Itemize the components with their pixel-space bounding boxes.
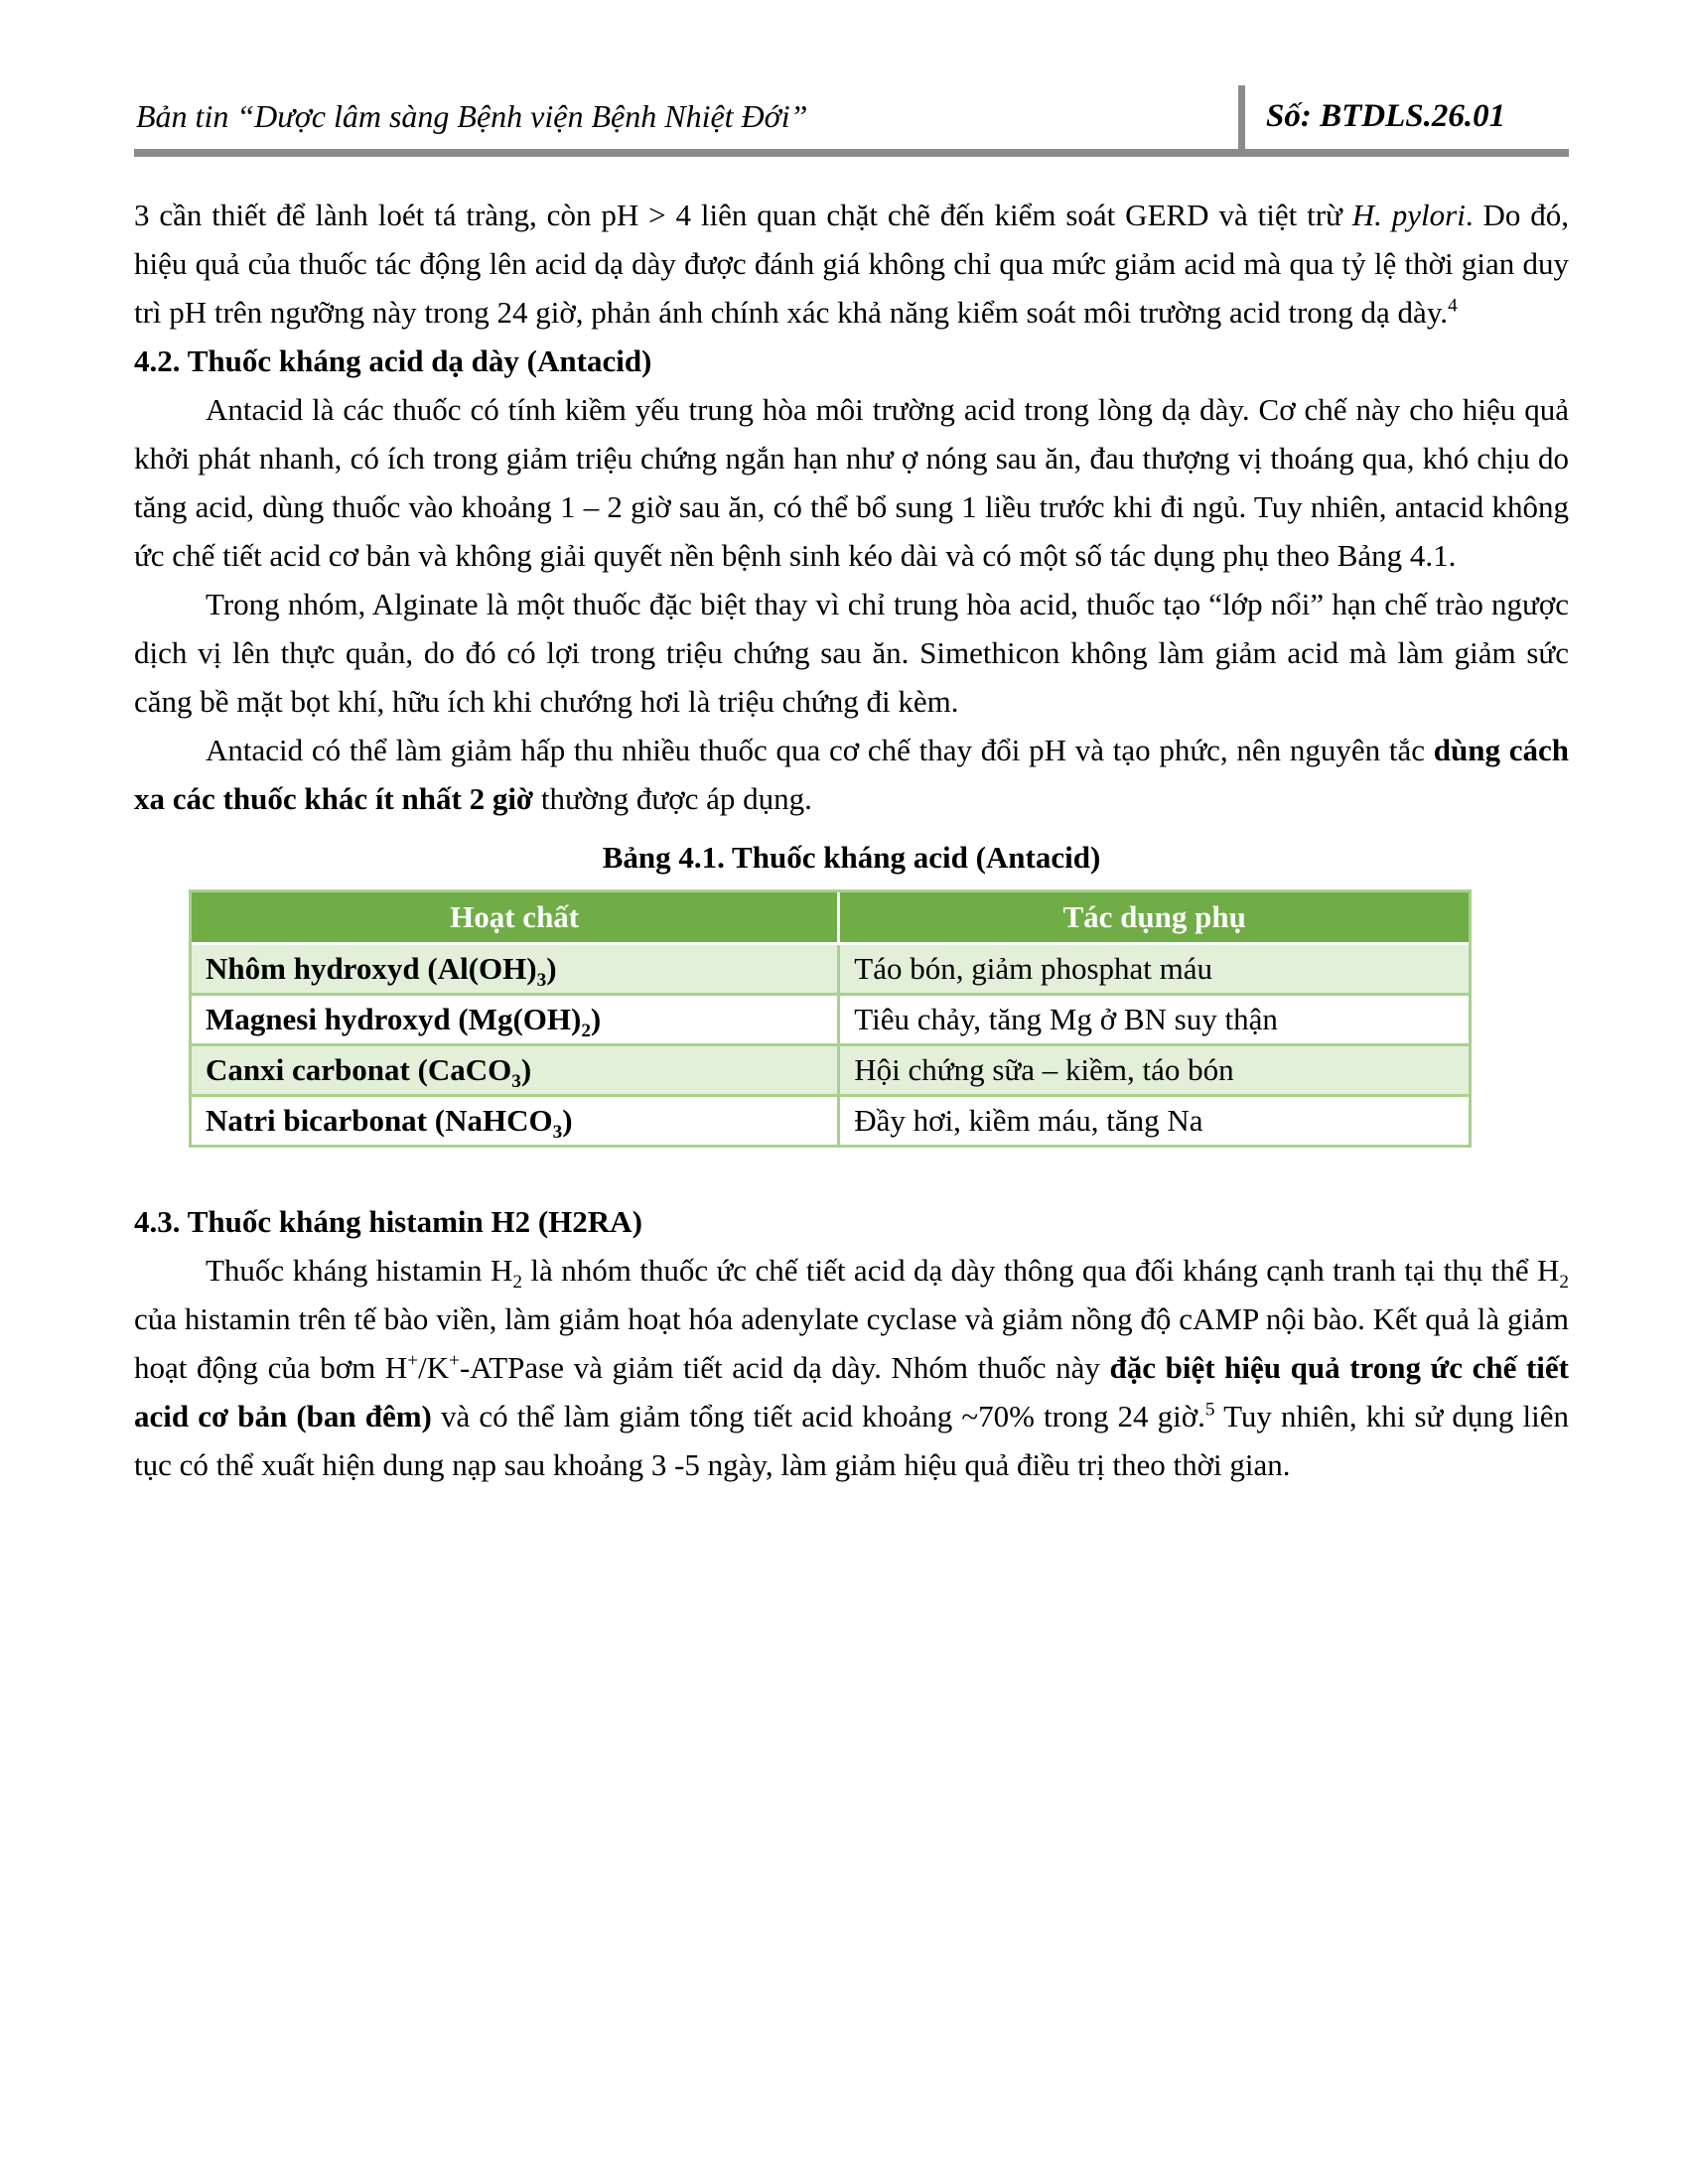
text-run: H. pylori (1351, 198, 1466, 232)
text-run: Canxi carbonat (CaCO (206, 1052, 512, 1087)
text-run: Tiêu chảy, tăng Mg ở BN suy thận (854, 1002, 1278, 1036)
page-header (134, 84, 1569, 157)
table-4-1-caption (134, 833, 1569, 882)
text-run: Hội chứng sữa – kiềm, táo bón (854, 1052, 1234, 1087)
text-run: ) (520, 1052, 532, 1087)
text-run: Đầy hơi, kiềm máu, tăng Na (854, 1103, 1203, 1138)
text-run: 3 (536, 970, 547, 992)
table-row (192, 945, 1469, 993)
paragraph-alginate-simethicon (134, 580, 1569, 726)
text-run: của histamin trên tế bào viền, làm giảm hoạt hóa adenylate cyclase và giảm nồng độ cAMP nội bào. Kết quả là giảm hoạt động của bơm H (134, 1301, 1569, 1385)
text-run: Antacid là các thuốc có tính kiềm yếu trung hòa môi trường acid trong lòng dạ dày. Cơ chế này cho hiệu quả khởi phát nhanh, có ích trong giảm triệu chứng ngắn hạn như ợ nóng sau ăn, đau thượng vị thoáng qua, khó chịu do tăng acid, dùng thuốc vào khoảng 1 – 2 giờ sau ăn, có thể bổ sung 1 liều trước khi đi ngủ. Tuy nhiên, antacid không ức chế tiết acid cơ bản và không giải quyết nền bệnh sinh kéo dài và có một số tác dụng phụ theo Bảng 4.1. (134, 392, 1569, 573)
text-run: 4.3. Thuốc kháng histamin H2 (H2RA) (134, 1204, 642, 1239)
cell-side-effects (840, 993, 1469, 1043)
text-run: 5 (1204, 1399, 1215, 1421)
cell-active-ingredient (192, 1094, 840, 1145)
text-run: 3 cần thiết để lành loét tá tràng, còn pH > 4 liên quan chặt chẽ đến kiểm soát GERD và tiệt trừ (134, 198, 1352, 232)
text-run: 2 (581, 1021, 591, 1042)
text-run: 3 (511, 1071, 521, 1093)
header-divider-bar (1238, 85, 1245, 149)
cell-side-effects (840, 1043, 1469, 1094)
text-run: 4 (1448, 295, 1458, 317)
text-run: Táo bón, giảm phosphat máu (854, 951, 1213, 986)
text-run: Antacid có thể làm giảm hấp thu nhiều thuốc qua cơ chế thay đổi pH và tạo phức, nên nguyên tắc (206, 733, 1434, 767)
table-header-row (192, 892, 1469, 945)
table-column-header: Tác dụng phụ (840, 892, 1469, 945)
header-bulletin-title: Bản tin “Dược lâm sàng Bệnh viện Bệnh Nhiệt Đới” (136, 98, 808, 134)
heading-4-3-h2ra (134, 1197, 1569, 1246)
text-run: dùng cách xa các thuốc khác ít nhất 2 giờ (134, 733, 1570, 816)
heading-4-2-antacid (134, 337, 1569, 385)
text-run: Natri bicarbonat (NaHCO (206, 1103, 553, 1138)
paragraph-h2ra-mechanism (134, 1246, 1569, 1489)
text-run: thường được áp dụng. (533, 781, 812, 816)
text-run: + (407, 1350, 419, 1372)
text-run: ) (546, 951, 557, 986)
text-run: Thuốc kháng histamin H (206, 1253, 513, 1288)
paragraph-ph-target (134, 191, 1569, 337)
text-run: và có thể làm giảm tổng tiết acid khoảng ~70% trong 24 giờ. (431, 1399, 1205, 1433)
text-run: 2 (512, 1272, 522, 1294)
cell-side-effects (840, 945, 1469, 993)
cell-active-ingredient (192, 945, 840, 993)
table-row (192, 1043, 1469, 1094)
text-run: Nhôm hydroxyd (Al(OH) (206, 951, 537, 986)
text-run: 2 (1559, 1272, 1570, 1294)
text-run: ) (562, 1103, 573, 1138)
text-run: đặc biệt hiệu quả trong ức chế tiết acid cơ bản (ban đêm) (134, 1350, 1569, 1433)
text-run: Magnesi hydroxyd (Mg(OH) (206, 1002, 582, 1036)
text-run: /K (418, 1350, 450, 1385)
table-row (192, 1094, 1469, 1145)
text-run: -ATPase và giảm tiết acid dạ dày. Nhóm thuốc này (459, 1350, 1110, 1385)
text-run: Trong nhóm, Alginate là một thuốc đặc biệt thay vì chỉ trung hòa acid, thuốc tạo “lớp nổi” hạn chế trào ngược dịch vị lên thực quản, do đó có lợi trong triệu chứng sau ăn. Simethicon không làm giảm acid mà làm giảm sức căng bề mặt bọt khí, hữu ích khi chướng hơi là triệu chứng đi kèm. (134, 587, 1569, 719)
text-run: là nhóm thuốc ức chế tiết acid dạ dày thông qua đối kháng cạnh tranh tại thụ thể H (521, 1253, 1560, 1288)
paragraph-antacid-mechanism (134, 385, 1569, 580)
text-run: 4.2. Thuốc kháng acid dạ dày (Antacid) (134, 343, 652, 378)
table-column-header: Hoạt chất (192, 892, 840, 945)
text-run: . Do đó, hiệu quả của thuốc tác động lên acid dạ dày được đánh giá không chỉ qua mức giảm acid mà qua tỷ lệ thời gian duy trì pH trên ngưỡng này trong 24 giờ, phản ánh chính xác khả năng kiểm soát môi trường acid trong dạ dày. (134, 198, 1569, 330)
text-run: 3 (552, 1122, 563, 1144)
document-content (134, 191, 1569, 1489)
text-run: ) (590, 1002, 602, 1036)
antacid-table (189, 889, 1472, 1148)
text-run: + (449, 1350, 460, 1372)
cell-side-effects (840, 1094, 1469, 1145)
text-run: Tuy nhiên, khi sử dụng liên tục có thể xuất hiện dung nạp sau khoảng 3 -5 ngày, làm giảm hiệu quả điều trị theo thời gian. (134, 1399, 1569, 1482)
paragraph-antacid-interactions (134, 726, 1569, 823)
cell-active-ingredient (192, 1043, 840, 1094)
cell-active-ingredient (192, 993, 840, 1043)
header-issue-number: Số: BTDLS.26.01 (1266, 98, 1506, 134)
text-run: Bảng 4.1. Thuốc kháng acid (Antacid) (602, 840, 1101, 875)
table-row (192, 993, 1469, 1043)
